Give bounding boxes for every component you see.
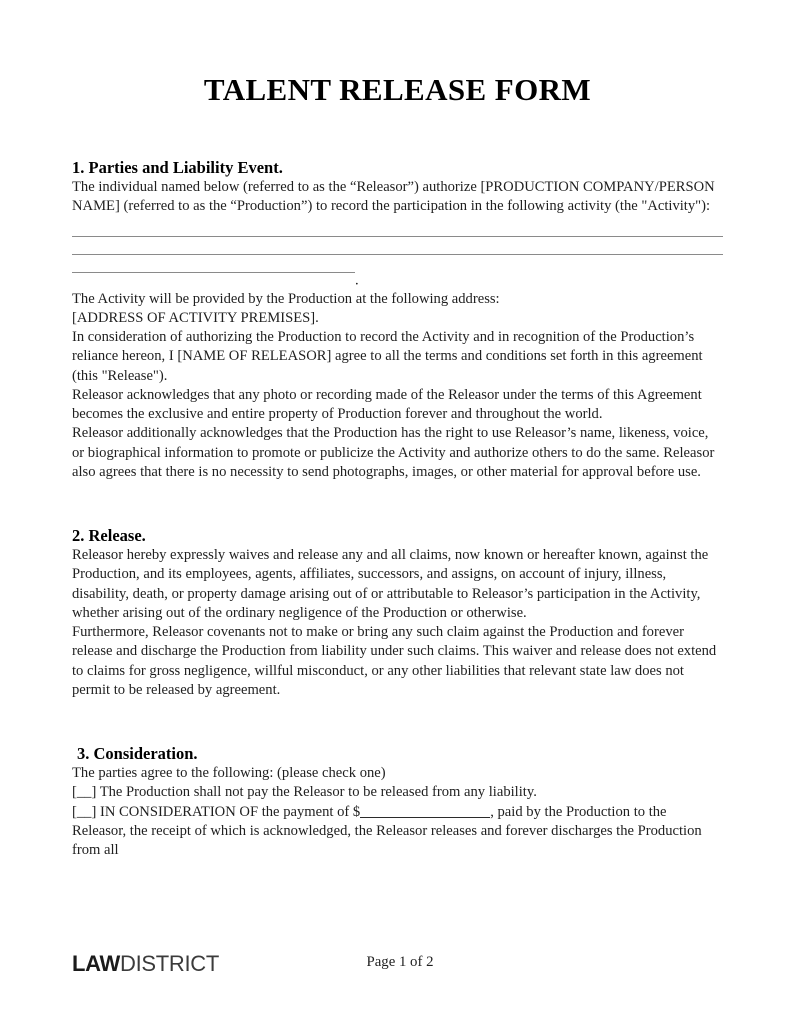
page-number: Page 1 of 2 <box>366 954 434 970</box>
fill-in-line-1[interactable] <box>72 236 723 237</box>
parties-intro-paragraph: The individual named below (referred to as the “Releasor”) authorize [PRODUCTION COMPANY/PERSON NAME] (referred to as the “Production”) to record the participation in the following activity (the "Activity"): <box>72 179 715 215</box>
consideration-option-two-before: [__] IN CONSIDERATION OF the payment of $ <box>72 803 361 820</box>
publicity-paragraph: Releasor additionally acknowledges that the Production has the right to use Releasor’s name, likeness, voice, or biographical information to promote or publicize the Activity and authorize others to do the same. Releasor also agrees that there is no necessity to send photographs, images, or other material for approval before use. <box>72 425 715 480</box>
section-heading-parties: 1. Parties and Liability Event. <box>72 158 283 177</box>
consideration-acknowledgement-paragraph: In consideration of authorizing the Production to record the Activity and in recognition of the Production’s reliance hereon, I [NAME OF RELEASOR] agree to all the terms and conditions set forth in this agreement (this "Release"). <box>72 329 703 384</box>
consideration-option-two[interactable] <box>72 803 723 861</box>
activity-fill-in-lines <box>72 236 723 290</box>
page-footer <box>0 950 800 990</box>
logo-law-text: LAW <box>72 951 120 976</box>
section-heading-release: 2. Release. <box>72 526 146 545</box>
payment-amount-blank[interactable] <box>360 817 490 818</box>
consideration-option-one[interactable]: [__] The Production shall not pay the Releasor to be released from any liability. <box>72 784 537 801</box>
consideration-intro: The parties agree to the following: (please check one) <box>72 765 386 781</box>
fill-in-line-period: . <box>355 271 359 288</box>
waiver-paragraph: Releasor hereby expressly waives and release any and all claims, now known or hereafter known, against the Production, and its employees, agents, affiliates, successors, and assigns, on account of injury, illness, disability, death, or property damage arising out of or attributable to Releasor’s participation in the Activity, whether arising out of the ordinary negligence of the Production or otherwise. <box>72 547 709 621</box>
ownership-paragraph: Releasor acknowledges that any photo or recording made of the Releasor under the terms of this Agreement becomes the exclusive and entire property of Production forever and throughout the world. <box>72 386 702 422</box>
document-content <box>72 0 723 860</box>
fill-in-line-2[interactable] <box>72 254 723 255</box>
covenant-paragraph: Furthermore, Releasor covenants not to make or bring any such claim against the Production and forever release and discharge the Production from liability under such claims. This waiver and release does not extend to claims for gross negligence, willful misconduct, or any other liabilities that relevant state law does not permit to be released by agreement. <box>72 624 717 698</box>
consideration-option-two-after: , paid by the Production to the Releasor, the receipt of which is acknowledged, the Releasor releases and forever discharges the Production from all <box>72 803 702 858</box>
address-placeholder: [ADDRESS OF ACTIVITY PREMISES]. <box>72 309 319 326</box>
logo-district-text: DISTRICT <box>119 951 220 976</box>
fill-in-line-3[interactable] <box>72 272 355 273</box>
address-intro-paragraph: The Activity will be provided by the Production at the following address: <box>72 290 500 307</box>
fill-in-line-3-row <box>72 272 723 290</box>
section-heading-consideration: 3. Consideration. <box>77 744 198 763</box>
page-title: TALENT RELEASE FORM <box>203 72 592 107</box>
